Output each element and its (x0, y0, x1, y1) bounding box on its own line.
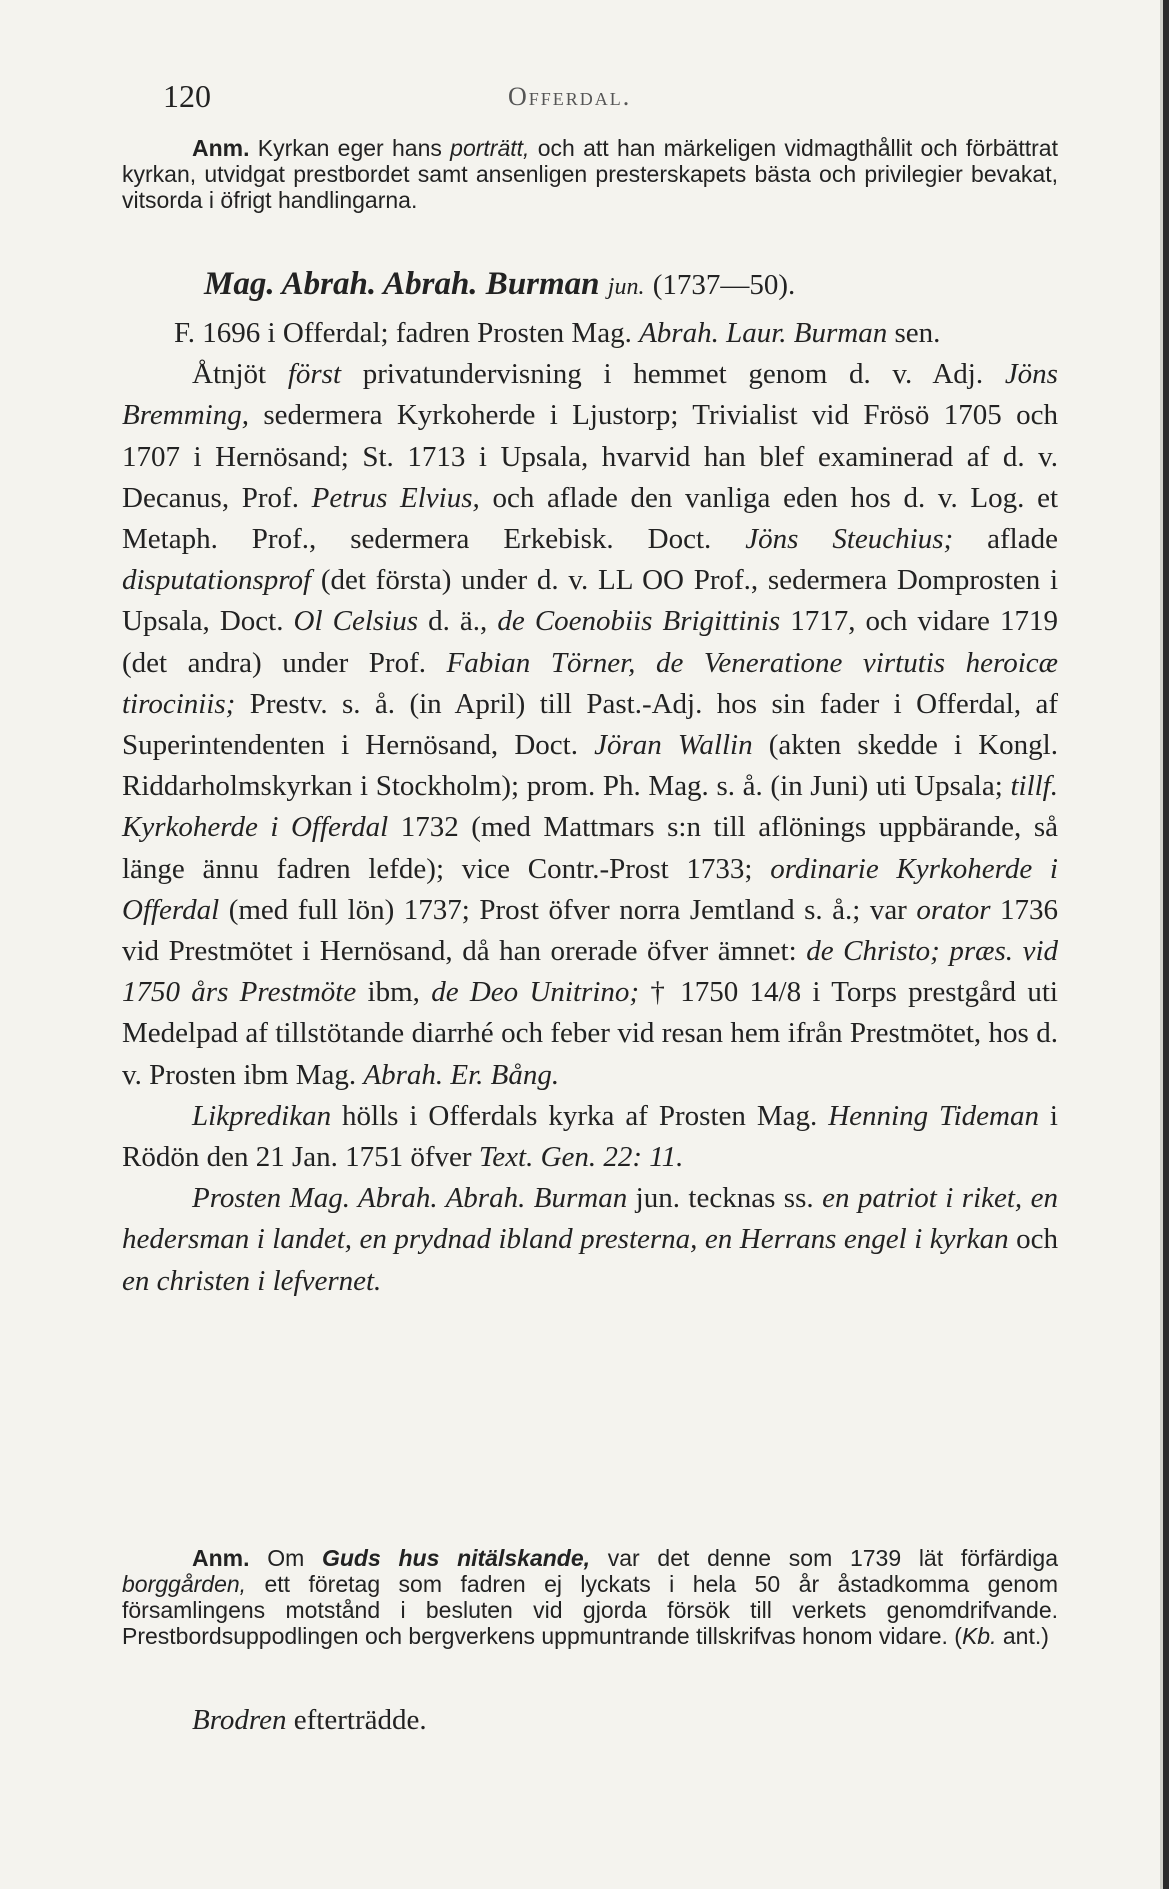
entry-birth: F. 1696 i Offerdal; fadren Prosten Mag. Abrah. Laur. Burman sen. (174, 317, 941, 349)
page-number: 120 (163, 78, 211, 114)
biography-entry (122, 262, 1058, 1302)
running-title: Offerdal. (508, 82, 632, 111)
note-1-text: Anm. Kyrkan eger hans porträtt, och att han märkeligen vidmagthållit och förbättrat kyrkan, utvidgat prestbordet samt ansenligen presterskapets bästa och privilegier bevakat, vitsorda i öfrigt handlingarna. (122, 135, 1058, 213)
entry-funeral-sermon: Likpredikan hölls i Offerdals kyrka af Prosten Mag. Henning Tideman i Rödön den 21 Jan. 1751 öfver Text. Gen. 22: 11. (122, 1099, 1058, 1174)
note-2 (122, 1545, 1058, 1649)
entry-career: Åtnjöt först privatundervisning i hemmet genom d. v. Adj. Jöns Bremming, sedermera Kyrkoherde i Ljustorp; Trivialist vid Frösö 1705 och 1707 i Hernösand; St. 1713 i Upsala, hvarvid han blef examinerad af d. v. Decanus, Prof. Petrus Elvius, och aflade den vanliga eden hos d. v. Log. et Metaph. Prof., sedermera Erkebisk. Doct. Jöns Steuchius; aflade disputationsprof (det första) under d. v. LL OO Prof., sedermera Domprosten i Upsala, Doct. Ol Celsius d. ä., de Coenobiis Brigittinis 1717, och vidare 1719 (det andra) under Prof. Fabian Törner, de Veneratione virtutis heroicæ tirociniis; Prestv. s. å. (in April) till Past.-Adj. hos sin fader i Offerdal, af Superintendenten i Hernösand, Doct. Jöran Wallin (akten skedde i Kongl. Riddarholmskyrkan i Stockholm); prom. Ph. Mag. s. å. (in Juni) uti Upsala; tillf. Kyrkoherde i Offerdal 1732 (med Mattmars s:n till aflönings uppbärande, så länge ännu fadren lefde); vice Contr.-Prost 1733; ordinarie Kyrkoherde i Offerdal (med full lön) 1737; Prost öfver norra Jemtland s. å.; var orator 1736 vid Prestmötet i Hernösand, då han orerade öfver ämnet: de Christo; præs. vid 1750 års Prestmöte ibm, de Deo Unitrino; † 1750 14/8 i Torps prestgård uti Medelpad af tillstötande diarrhé och feber vid resan hem ifrån Prestmötet, hos d. v. Prosten ibm Mag. Abrah. Er. Bång. (122, 358, 1059, 1091)
closing-text: Brodren efterträdde. (192, 1704, 427, 1736)
note-1 (122, 135, 1058, 213)
page-header (163, 78, 1059, 118)
closing-line (122, 1700, 1058, 1741)
page-edge (1163, 0, 1169, 1889)
note-2-text: Anm. Om Guds hus nitälskande, var det denne som 1739 lät förfärdiga borggården, ett företag som fadren ej lyckats i hela 50 år åstadkomma genom församlingens motstånd i besluten vid gjorda försök till verkets genomdrifvande. Prestbordsuppodlingen och bergverkens uppmuntrande tillskrifvas honom vidare. (Kb. ant.) (122, 1545, 1058, 1649)
entry-characterization: Prosten Mag. Abrah. Abrah. Burman jun. tecknas ss. en patriot i riket, en hedersman i landet, en prydnad ibland presterna, en Herrans engel i kyrkan och en christen i lefvernet. (122, 1182, 1058, 1297)
entry-title: Mag. Abrah. Abrah. Burman jun. (1737—50). (204, 266, 796, 302)
